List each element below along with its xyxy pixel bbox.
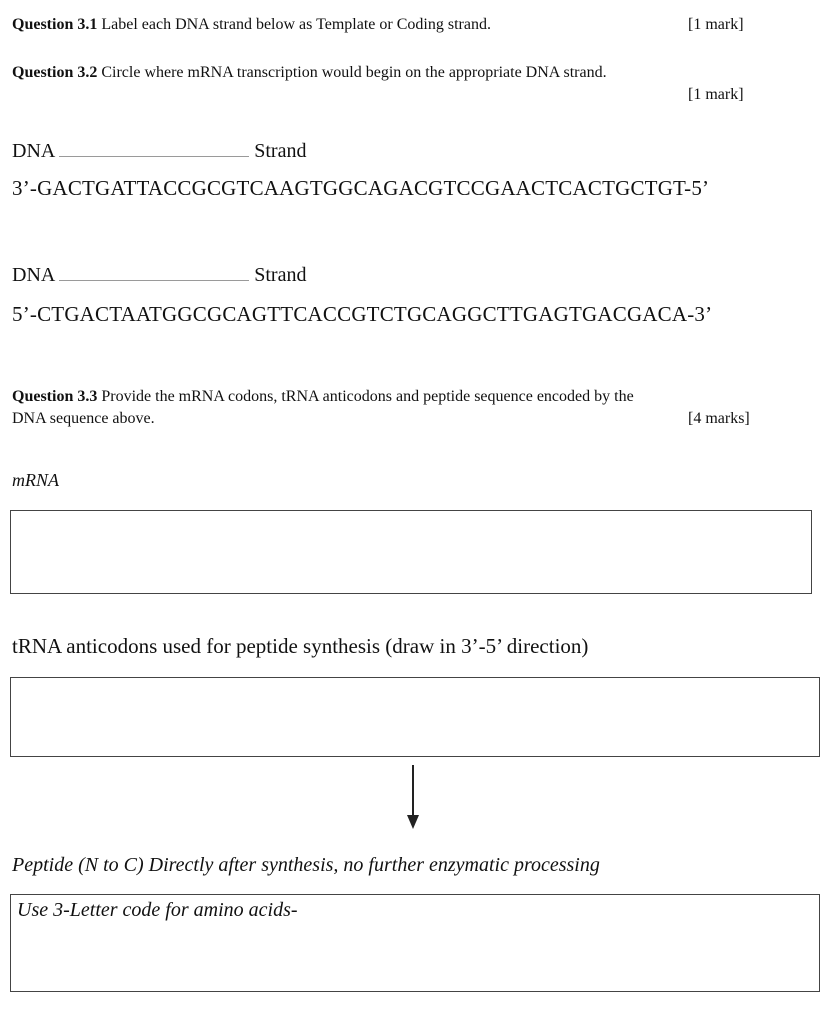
- strand-1-label-row: [12, 138, 306, 163]
- strand-1-suffix: Strand: [254, 140, 307, 162]
- strand-2-suffix: Strand: [254, 264, 307, 286]
- peptide-box-instruction: Use 3-Letter code for amino acids-: [17, 899, 298, 921]
- question-3-3-marks: [4 marks]: [688, 410, 750, 427]
- down-arrow-icon: [405, 815, 421, 831]
- question-3-2-marks: [1 mark]: [688, 86, 744, 103]
- peptide-label: Peptide (N to C) Directly after synthesis, no further enzymatic processing: [12, 854, 600, 876]
- trna-label: tRNA anticodons used for peptide synthesis (draw in 3’-5’ direction): [12, 634, 589, 658]
- peptide-answer-box[interactable]: [10, 894, 820, 992]
- question-3-1-text: Label each DNA strand below as Template or Coding strand.: [101, 16, 491, 33]
- mrna-answer-box[interactable]: [10, 510, 812, 594]
- question-3-3-label: Question 3.3: [12, 388, 98, 405]
- mrna-label: mRNA: [12, 470, 59, 490]
- question-3-2-text: Circle where mRNA transcription would begin on the appropriate DNA strand.: [101, 64, 607, 81]
- question-3-1: [12, 16, 491, 34]
- strand-1-sequence[interactable]: 3’-GACTGATTACCGCGTCAAGTGGCAGACGTCCGAACTCACTGCTGT-5’: [12, 176, 710, 200]
- strand-1-prefix: DNA: [12, 140, 55, 162]
- question-3-3-text-line-2: DNA sequence above.: [12, 410, 155, 427]
- question-3-2: [12, 64, 607, 82]
- question-3-1-marks: [1 mark]: [688, 16, 744, 33]
- question-3-1-label: Question 3.1: [12, 16, 98, 33]
- strand-2-label-row: [12, 262, 306, 287]
- strand-2-sequence[interactable]: 5’-CTGACTAATGGCGCAGTTCACCGTCTGCAGGCTTGAGTGACGACA-3’: [12, 302, 713, 326]
- question-3-3: [12, 388, 634, 406]
- question-3-3-text: Provide the mRNA codons, tRNA anticodons and peptide sequence encoded by the: [101, 388, 634, 405]
- strand-2-answer-blank[interactable]: [59, 262, 249, 281]
- strand-1-answer-blank[interactable]: [59, 138, 249, 157]
- strand-2-prefix: DNA: [12, 264, 55, 286]
- question-3-2-label: Question 3.2: [12, 64, 98, 81]
- down-arrow-shaft: [412, 765, 414, 820]
- trna-answer-box[interactable]: [10, 677, 820, 757]
